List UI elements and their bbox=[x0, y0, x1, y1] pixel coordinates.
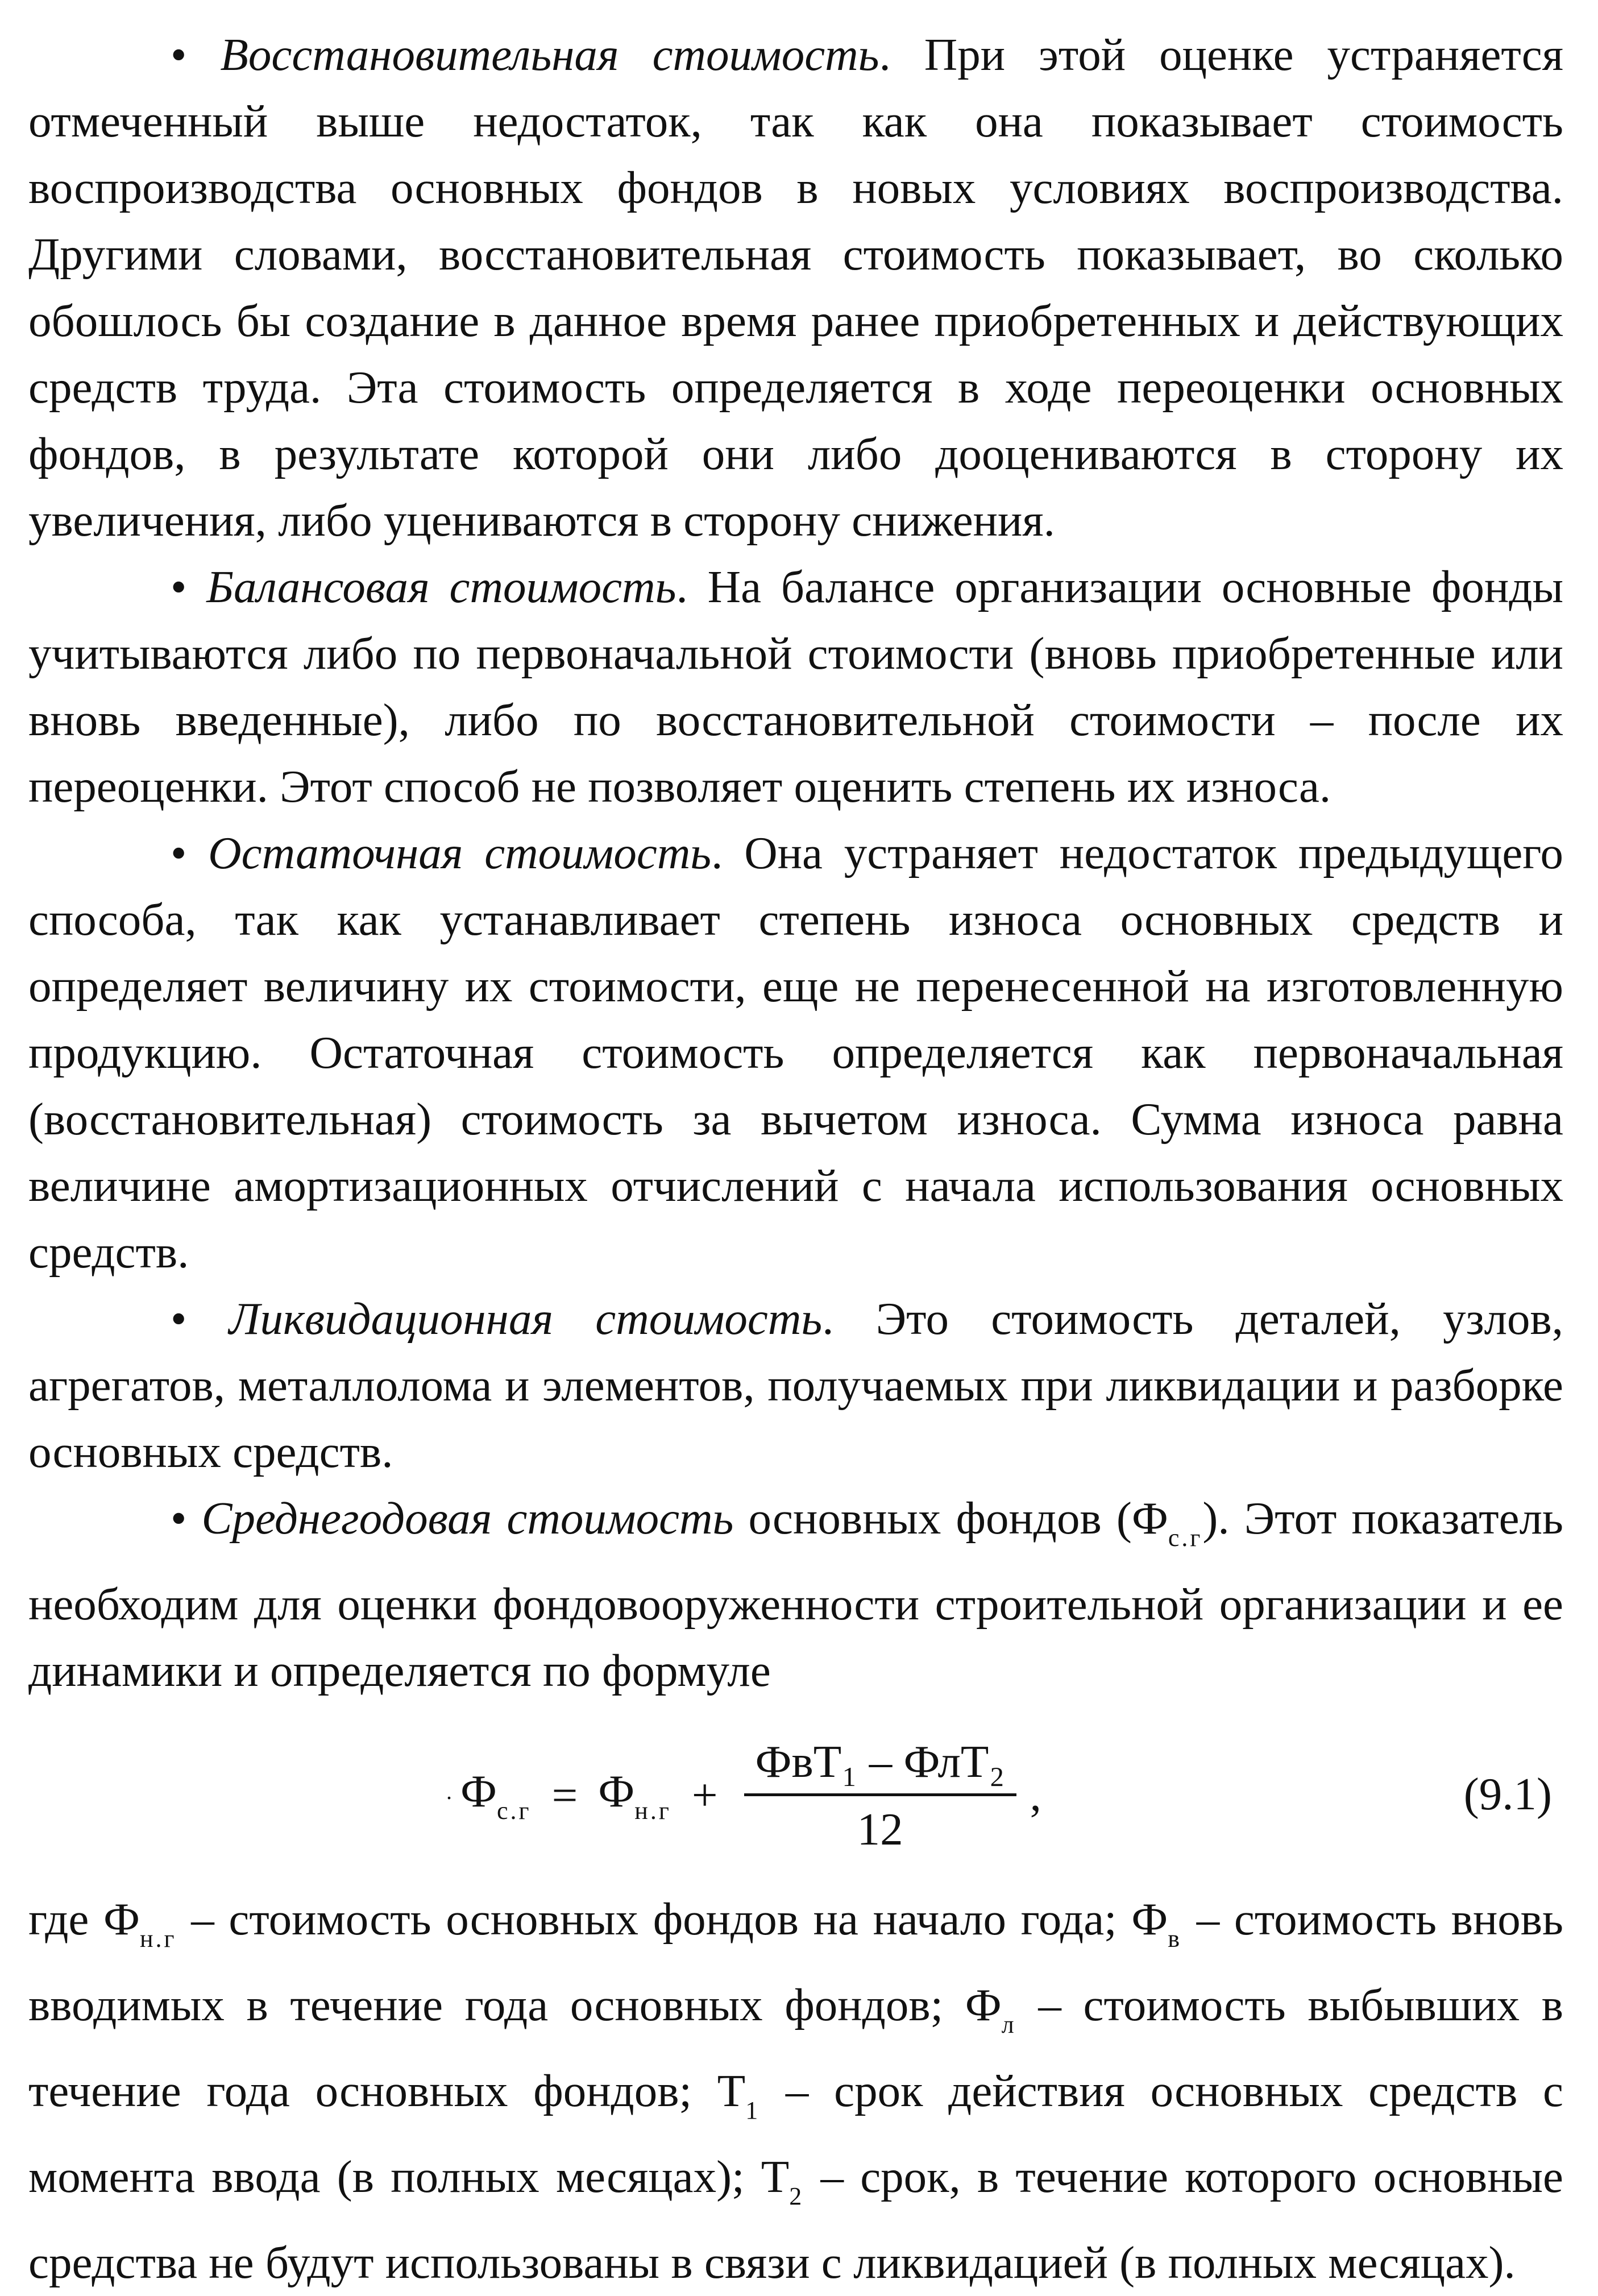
legend-text: – стоимость вновь вводимых в течение года основных фондов; Ф bbox=[28, 1893, 1563, 2030]
symbol: Ф bbox=[460, 1765, 497, 1817]
paragraph-restoration-cost bbox=[28, 22, 1563, 554]
paragraph-average-annual-cost bbox=[28, 1485, 1563, 1704]
equals-sign: = bbox=[551, 1769, 578, 1821]
term-balance-cost: Балансовая стоимость bbox=[206, 561, 676, 612]
paragraph-text: . При этой оценке устраняется отмеченный выше недостаток, так как она показывает стоимость воспроизводства основных фондов в новых условиях воспроизводства. Другими словами, восстановительная стоимость показывает, во сколько обошлось бы создание в данное время ранее приобретенных и действующих средств труда. Эта стоимость определяется в ходе переоценки основных фондов, в результате которой они либо дооцениваются в сторону их увеличения, либо уцениваются в сторону снижения. bbox=[28, 29, 1564, 546]
paragraph-balance-cost bbox=[28, 554, 1563, 820]
paragraph-text: ). Этот показатель необходим для оценки фондовооруженности строительной организации и ее динамики и определяется по формуле bbox=[28, 1493, 1563, 1696]
subscript: в bbox=[1168, 1925, 1182, 1953]
legend-text: – срок действия основных средств с момента ввода (в полных месяцах); Т bbox=[28, 2065, 1563, 2202]
fraction-numerator: ФвT₁ – ФлT₂ bbox=[755, 1735, 1005, 1787]
formula-lhs bbox=[460, 1765, 532, 1825]
term-residual-cost: Остаточная стоимость bbox=[208, 827, 712, 878]
term-liquidation-cost: Ликвидационная стоимость bbox=[229, 1293, 823, 1344]
paragraph-text: . На балансе организации основные фонды учитываются либо по первоначальной стоимости (вновь приобретенные или вновь введенные), либо по восстановительной стоимости – после их переоценки. Этот способ не позволяет оценить степень их износа. bbox=[28, 561, 1564, 812]
subscript: л bbox=[1001, 2011, 1016, 2038]
document-page bbox=[28, 22, 1563, 2296]
subscript: 2 bbox=[789, 2182, 804, 2210]
formula-comma: , bbox=[1030, 1769, 1041, 1821]
fraction bbox=[744, 1733, 1016, 1858]
formula-term1 bbox=[598, 1765, 671, 1825]
paragraph-text: . Это стоимость деталей, узлов, агрегатов, металлолома и элементов, получаемых при ликвидации и разборке основных средств. bbox=[28, 1293, 1563, 1477]
paragraph-text: основных фондов (Ф bbox=[733, 1493, 1168, 1544]
formula-legend bbox=[28, 1886, 1563, 2296]
legend-text: – срок, в течение которого основные средства не будут использованы в связи с ликвидацией (в полных месяцах). bbox=[28, 2151, 1563, 2288]
symbol: Ф bbox=[598, 1765, 635, 1817]
subscript: с.г bbox=[1168, 1524, 1203, 1552]
equation-number: (9.1) bbox=[1463, 1768, 1552, 1820]
bullet: • bbox=[171, 29, 187, 80]
formula-block bbox=[28, 1704, 1563, 1886]
paragraph-text: . Она устраняет недостаток предыдущего способа, так как устанавливает степень износа основных средств и определяет величину их стоимости, еще не перенесенной на изготовленную продукцию. Остаточная стоимость определяется как первоначальная (восстановительная) стоимость за вычетом износа. Сумма износа равна величине амортизационных отчислений с начала использования основных средств. bbox=[28, 827, 1563, 1278]
bullet: • bbox=[171, 1293, 187, 1344]
stray-dot: . bbox=[446, 1779, 452, 1804]
term-average-annual-cost: Среднегодовая стоимость bbox=[201, 1493, 734, 1544]
legend-text: – стоимость выбывших в течение года основных фондов; Т bbox=[28, 1979, 1563, 2116]
paragraph-liquidation-cost bbox=[28, 1286, 1563, 1485]
formula-9-1 bbox=[460, 1710, 1041, 1880]
bullet: • bbox=[171, 1493, 187, 1544]
bullet: • bbox=[171, 561, 187, 612]
subscript: 1 bbox=[745, 2096, 761, 2124]
paragraph-residual-cost bbox=[28, 820, 1563, 1286]
plus-sign: + bbox=[691, 1769, 718, 1821]
fraction-denominator: 12 bbox=[857, 1803, 903, 1855]
legend-text: где Ф bbox=[28, 1893, 140, 1945]
subscript: с.г bbox=[497, 1797, 532, 1825]
subscript: н.г bbox=[634, 1797, 671, 1825]
legend-text: – стоимость основных фондов на начало года; Ф bbox=[176, 1893, 1168, 1945]
term-restoration-cost: Восстановительная стоимость bbox=[220, 29, 879, 80]
subscript: н.г bbox=[140, 1925, 177, 1953]
bullet: • bbox=[171, 827, 187, 878]
